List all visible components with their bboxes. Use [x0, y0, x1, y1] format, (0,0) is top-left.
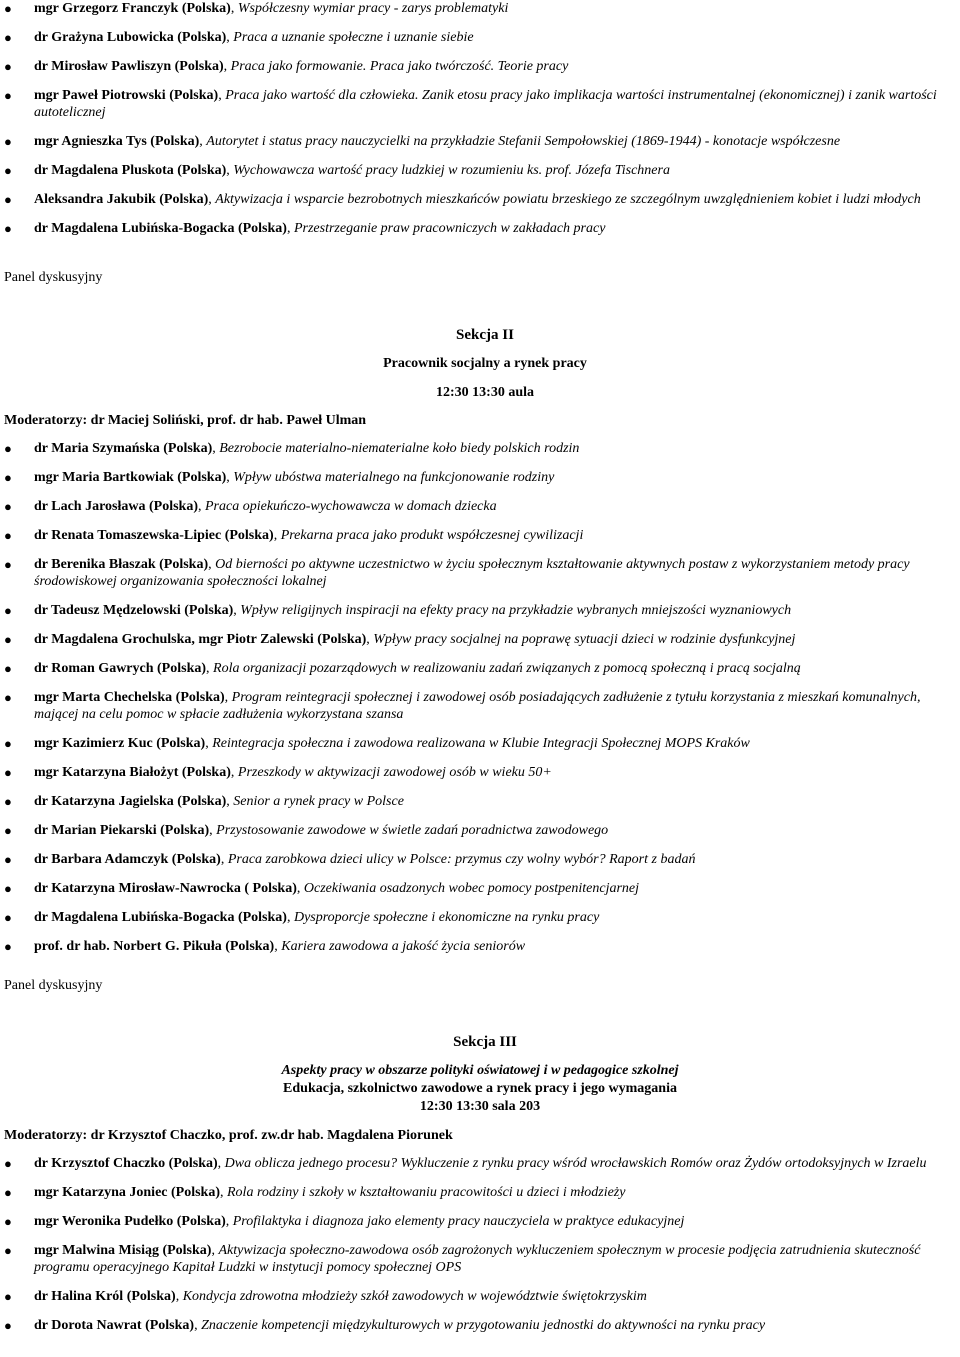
separator: , [220, 852, 228, 867]
separator: , [220, 1185, 227, 1200]
bullet-dot-icon: ● [4, 910, 12, 925]
speaker-name: dr Dorota Nawrat (Polska) [34, 1318, 195, 1333]
speaker-name: dr Magdalena Lubińska-Bogacka (Polska) [34, 221, 287, 236]
speaker-item [0, 793, 960, 810]
bullet-dot-icon: ● [4, 736, 12, 751]
speaker-name: prof. dr hab. Norbert G. Pikuła (Polska) [34, 939, 275, 954]
bullet-dot-icon: ● [4, 765, 12, 780]
speaker-name: dr Katarzyna Jagielska (Polska) [34, 794, 227, 809]
bullet-dot-icon: ● [4, 823, 12, 838]
speaker-name: mgr Katarzyna Białożyt (Polska) [34, 765, 231, 780]
talk-title: Aktywizacja społeczno-zawodowa osób zagrożonych wykluczeniem społecznym w procesie podjęcia zatrudnienia skuteczność programu operacyjnego Kapitał Ludzki w instytucji pomocy społecznej OPS [34, 1243, 921, 1275]
talk-title: Praca opiekuńczo-wychowawcza w domach dziecka [205, 499, 497, 514]
bullet-dot-icon: ● [4, 794, 12, 809]
bullet-dot-icon: ● [4, 499, 12, 514]
speaker-item [0, 498, 960, 515]
separator: , [366, 632, 374, 647]
speaker-item [0, 880, 960, 897]
speaker-item [0, 162, 960, 179]
bullet-dot-icon: ● [4, 30, 12, 45]
speaker-item [0, 631, 960, 648]
speaker-name: dr Krzysztof Chaczko (Polska) [34, 1156, 218, 1171]
talk-title: Przystosowanie zawodowe w świetle zadań poradnictwa zawodowego [216, 823, 609, 838]
separator: , [199, 134, 207, 149]
speaker-item [0, 440, 960, 457]
separator: , [286, 221, 294, 236]
separator: , [208, 192, 216, 207]
section-2-time: 12:30 13:30 aula [436, 385, 534, 400]
separator: , [223, 59, 231, 74]
section-1-speaker-list [0, 0, 960, 249]
separator: , [226, 470, 234, 485]
separator: , [205, 736, 213, 751]
speaker-name: mgr Grzegorz Franczyk (Polska) [34, 1, 231, 16]
speaker-name: dr Tadeusz Mędzelowski (Polska) [34, 603, 234, 618]
talk-title: Program reintegracji społecznej i zawodowej osób posiadających zadłużenie z tytułu korzystania z mieszkań komunalnych, mającej na celu pomoc w spłacie zadłużenia wykorzystana szansa [34, 690, 921, 722]
talk-title: Współczesny wymiar pracy - zarys problematyki [237, 1, 509, 16]
speaker-name: mgr Weronika Pudełko (Polska) [34, 1214, 226, 1229]
speaker-name: dr Lach Jarosława (Polska) [34, 499, 198, 514]
speaker-item [0, 1155, 960, 1172]
talk-title: Od bierności po aktywne uczestnictwo w życiu społecznym kształtowanie aktywnych postaw z wykorzystaniem metody pracy środowiskowej organizowania społeczności lokalnej [34, 557, 910, 589]
speaker-item [0, 1184, 960, 1201]
separator: , [206, 661, 214, 676]
talk-title: Praca zarobkowa dzieci ulicy w Polsce: przymus czy wolny wybór? Raport z badań [227, 852, 696, 867]
speaker-item [0, 1288, 960, 1305]
talk-title: Oczekiwania osadzonych wobec pomocy postpenitencjarnej [303, 881, 640, 896]
section-2-heading: Sekcja II [456, 327, 514, 343]
separator: , [226, 163, 234, 178]
section-3-time: 12:30 13:30 sala 203 [419, 1099, 541, 1114]
speaker-item [0, 191, 960, 208]
speaker-name: dr Marian Piekarski (Polska) [34, 823, 210, 838]
bullet-dot-icon: ● [4, 1185, 12, 1200]
bullet-dot-icon: ● [4, 1214, 12, 1229]
bullet-dot-icon: ● [4, 1289, 12, 1304]
speaker-name: dr Mirosław Pawliszyn (Polska) [34, 59, 224, 74]
speaker-item [0, 602, 960, 619]
talk-title: Praca jako formowanie. Praca jako twórczość. Teorie pracy [230, 59, 569, 74]
bullet-dot-icon: ● [4, 690, 12, 705]
speaker-item [0, 822, 960, 839]
bullet-dot-icon: ● [4, 1, 12, 16]
separator: , [286, 910, 294, 925]
bullet-dot-icon: ● [4, 192, 12, 207]
separator: , [273, 528, 281, 543]
speaker-name: mgr Malwina Misiąg (Polska) [34, 1243, 212, 1258]
separator: , [218, 88, 226, 103]
speaker-item [0, 735, 960, 752]
bullet-dot-icon: ● [4, 528, 12, 543]
talk-title: Dwa oblicza jednego procesu? Wykluczenie z rynku pracy wśród wrocławskich Romów oraz Żydów ortodoksyjnych w Izraelu [224, 1156, 927, 1171]
separator: , [208, 557, 216, 572]
speaker-item [0, 58, 960, 75]
separator: , [217, 1156, 225, 1171]
separator: , [212, 441, 220, 456]
bullet-dot-icon: ● [4, 441, 12, 456]
speaker-item [0, 764, 960, 781]
talk-title: Wpływ ubóstwa materialnego na funkcjonowanie rodziny [233, 470, 555, 485]
talk-title: Wpływ religijnych inspiracji na efekty pracy na przykładzie wybranych mniejszości wyznaniowych [240, 603, 792, 618]
speaker-item [0, 1213, 960, 1230]
separator: , [194, 1318, 202, 1333]
speaker-item [0, 0, 960, 17]
speaker-item [0, 909, 960, 926]
speaker-name: dr Barbara Adamczyk (Polska) [34, 852, 221, 867]
talk-title: Profilaktyka i diagnoza jako elementy pracy nauczyciela w praktyce edukacyjnej [232, 1214, 685, 1229]
bullet-dot-icon: ● [4, 557, 12, 572]
bullet-dot-icon: ● [4, 163, 12, 178]
talk-title: Kondycja zdrowotna młodzieży szkół zawodowych w województwie świętokrzyskim [182, 1289, 647, 1304]
talk-title: Aktywizacja i wsparcie bezrobotnych mieszkańców powiatu brzeskiego ze szczególnym uwzględnieniem kobiet i ludzi młodych [215, 192, 921, 207]
section-2-subtitle: Pracownik socjalny a rynek pracy [383, 356, 587, 371]
speaker-name: dr Magdalena Lubińska-Bogacka (Polska) [34, 910, 287, 925]
speaker-item [0, 469, 960, 486]
talk-title: Dysproporcje społeczne i ekonomiczne na rynku pracy [293, 910, 600, 925]
section-2-moderators: Moderatorzy: dr Maciej Soliński, prof. dr hab. Paweł Ulman [4, 413, 367, 428]
talk-title: Autorytet i status pracy nauczycielki na przykładzie Stefanii Sempołowskiej (1869-1944) - konotacje współczesne [206, 134, 841, 149]
talk-title: Kariera zawodowa a jakość życia seniorów [281, 939, 526, 954]
separator: , [274, 939, 282, 954]
bullet-dot-icon: ● [4, 661, 12, 676]
speaker-name: dr Magdalena Grochulska, mgr Piotr Zalewski (Polska) [34, 632, 367, 647]
bullet-dot-icon: ● [4, 470, 12, 485]
panel-discussion-label-1: Panel dyskusyjny [4, 270, 103, 285]
section-3-subtitle-italic: Aspekty pracy w obszarze polityki oświatowej i w pedagogice szkolnej [281, 1063, 679, 1078]
bullet-dot-icon: ● [4, 1243, 12, 1258]
bullet-dot-icon: ● [4, 603, 12, 618]
speaker-item [0, 527, 960, 544]
separator: , [230, 1, 238, 16]
speaker-name: dr Grażyna Lubowicka (Polska) [34, 30, 227, 45]
section-3-subtitle: Edukacja, szkolnictwo zawodowe a rynek pracy i jego wymagania [283, 1081, 677, 1096]
speaker-item [0, 1242, 960, 1276]
separator: , [211, 1243, 219, 1258]
speaker-item [0, 133, 960, 150]
speaker-name: mgr Katarzyna Joniec (Polska) [34, 1185, 220, 1200]
speaker-name: Aleksandra Jakubik (Polska) [34, 192, 209, 207]
separator: , [224, 690, 232, 705]
talk-title: Wychowawcza wartość pracy ludzkiej w rozumieniu ks. prof. Józefa Tischnera [233, 163, 670, 178]
panel-discussion-label-2: Panel dyskusyjny [4, 978, 103, 993]
bullet-dot-icon: ● [4, 1156, 12, 1171]
talk-title: Rola rodziny i szkoły w kształtowaniu pracowitości u dzieci i młodzieży [227, 1185, 626, 1200]
talk-title: Bezrobocie materialno-niematerialne koło biedy polskich rodzin [219, 441, 580, 456]
separator: , [225, 1214, 233, 1229]
section-2-speaker-list [0, 440, 960, 967]
bullet-dot-icon: ● [4, 134, 12, 149]
bullet-dot-icon: ● [4, 1318, 12, 1333]
speaker-item [0, 220, 960, 237]
speaker-name: mgr Maria Bartkowiak (Polska) [34, 470, 227, 485]
separator: , [296, 881, 304, 896]
separator: , [226, 30, 234, 45]
speaker-name: dr Renata Tomaszewska-Lipiec (Polska) [34, 528, 274, 543]
speaker-name: dr Magdalena Pluskota (Polska) [34, 163, 227, 178]
talk-title: Rola organizacji pozarządowych w realizowaniu zadań związanych z pomocą społeczną i pracą socjalną [213, 661, 801, 676]
speaker-name: mgr Marta Chechelska (Polska) [34, 690, 225, 705]
talk-title: Przestrzeganie praw pracowniczych w zakładach pracy [293, 221, 606, 236]
section-3-moderators: Moderatorzy: dr Krzysztof Chaczko, prof. zw.dr hab. Magdalena Piorunek [4, 1128, 453, 1143]
talk-title: Znaczenie kompetencji międzykulturowych w przygotowaniu jednostki do aktywności na rynku pracy [201, 1318, 766, 1333]
bullet-dot-icon: ● [4, 852, 12, 867]
separator: , [226, 794, 234, 809]
talk-title: Praca a uznanie społeczne i uznanie siebie [233, 30, 474, 45]
separator: , [175, 1289, 183, 1304]
talk-title: Senior a rynek pracy w Polsce [233, 794, 404, 809]
separator: , [230, 765, 238, 780]
bullet-dot-icon: ● [4, 632, 12, 647]
talk-title: Reintegracja społeczna i zawodowa realizowana w Klubie Integracji Społecznej MOPS Kraków [212, 736, 750, 751]
separator: , [198, 499, 205, 514]
talk-title: Prekarna praca jako produkt współczesnej cywilizacji [280, 528, 584, 543]
speaker-name: dr Maria Szymańska (Polska) [34, 441, 213, 456]
separator: , [233, 603, 241, 618]
talk-title: Przeszkody w aktywizacji zawodowej osób w wieku 50+ [237, 765, 552, 780]
talk-title: Wpływ pracy socjalnej na poprawę sytuacji dzieci w rodzinie dysfunkcyjnej [373, 632, 796, 647]
speaker-item [0, 938, 960, 955]
speaker-name: mgr Paweł Piotrowski (Polska) [34, 88, 219, 103]
bullet-dot-icon: ● [4, 939, 12, 954]
speaker-item [0, 660, 960, 677]
speaker-item [0, 556, 960, 590]
speaker-name: dr Roman Gawrych (Polska) [34, 661, 207, 676]
speaker-item [0, 87, 960, 121]
speaker-name: mgr Kazimierz Kuc (Polska) [34, 736, 206, 751]
bullet-dot-icon: ● [4, 881, 12, 896]
section-3-speaker-list [0, 1155, 960, 1346]
section-3-heading: Sekcja III [453, 1034, 517, 1050]
bullet-dot-icon: ● [4, 221, 12, 236]
speaker-name: dr Berenika Błaszak (Polska) [34, 557, 209, 572]
speaker-item [0, 689, 960, 723]
speaker-item [0, 851, 960, 868]
speaker-item [0, 29, 960, 46]
separator: , [209, 823, 217, 838]
bullet-dot-icon: ● [4, 88, 12, 103]
speaker-name: dr Halina Król (Polska) [34, 1289, 176, 1304]
talk-title: Praca jako wartość dla człowieka. Zanik etosu pracy jako implikacja wartości instrumentalnej (ekonomicznej) i zanik wartości autotelicznej [34, 88, 937, 120]
speaker-name: dr Katarzyna Mirosław-Nawrocka ( Polska) [34, 881, 297, 896]
bullet-dot-icon: ● [4, 59, 12, 74]
speaker-item [0, 1317, 960, 1334]
speaker-name: mgr Agnieszka Tys (Polska) [34, 134, 200, 149]
